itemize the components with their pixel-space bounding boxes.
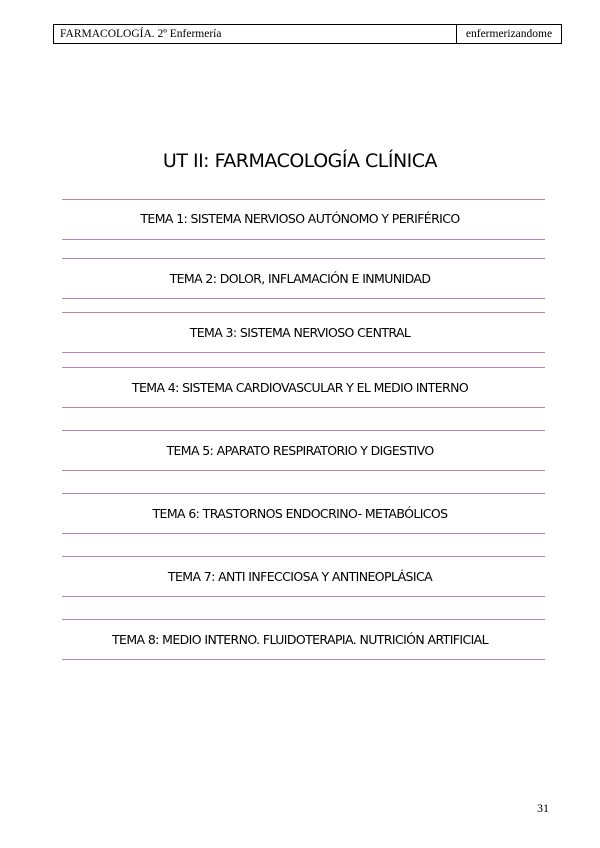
page-header [53, 24, 562, 44]
tema-item: TEMA 1: SISTEMA NERVIOSO AUTÓNOMO Y PERIFÉRICO [140, 211, 460, 226]
divider-rule [62, 533, 545, 534]
page-number: 31 [537, 801, 549, 815]
unit-title: UT II: FARMACOLOGÍA CLÍNICA [162, 150, 438, 172]
tema-item: TEMA 4: SISTEMA CARDIOVASCULAR Y EL MEDIO INTERNO [131, 380, 469, 395]
tema-item: TEMA 8: MEDIO INTERNO. FLUIDOTERAPIA. NUTRICIÓN ARTIFICIAL [111, 632, 488, 647]
divider-rule [62, 493, 545, 494]
tema-item: TEMA 6: TRASTORNOS ENDOCRINO- METABÓLICOS [152, 506, 448, 521]
divider-rule [62, 199, 545, 200]
divider-rule [62, 619, 545, 620]
divider-rule [62, 352, 545, 353]
divider-rule [62, 556, 545, 557]
divider-rule [62, 659, 545, 660]
divider-rule [62, 470, 545, 471]
divider-rule [62, 258, 545, 259]
header-course-title: FARMACOLOGÍA. 2º Enfermería [54, 25, 457, 43]
tema-item: TEMA 3: SISTEMA NERVIOSO CENTRAL [189, 325, 411, 340]
divider-rule [62, 312, 545, 313]
tema-item: TEMA 5: APARATO RESPIRATORIO Y DIGESTIVO [166, 443, 434, 458]
divider-rule [62, 298, 545, 299]
divider-rule [62, 367, 545, 368]
divider-rule [62, 596, 545, 597]
divider-rule [62, 407, 545, 408]
tema-item: TEMA 7: ANTI INFECCIOSA Y ANTINEOPLÁSICA [167, 569, 433, 584]
divider-rule [62, 239, 545, 240]
tema-item: TEMA 2: DOLOR, INFLAMACIÓN E INMUNIDAD [169, 271, 431, 286]
divider-rule [62, 430, 545, 431]
header-author: enfermerizandome [465, 28, 553, 40]
